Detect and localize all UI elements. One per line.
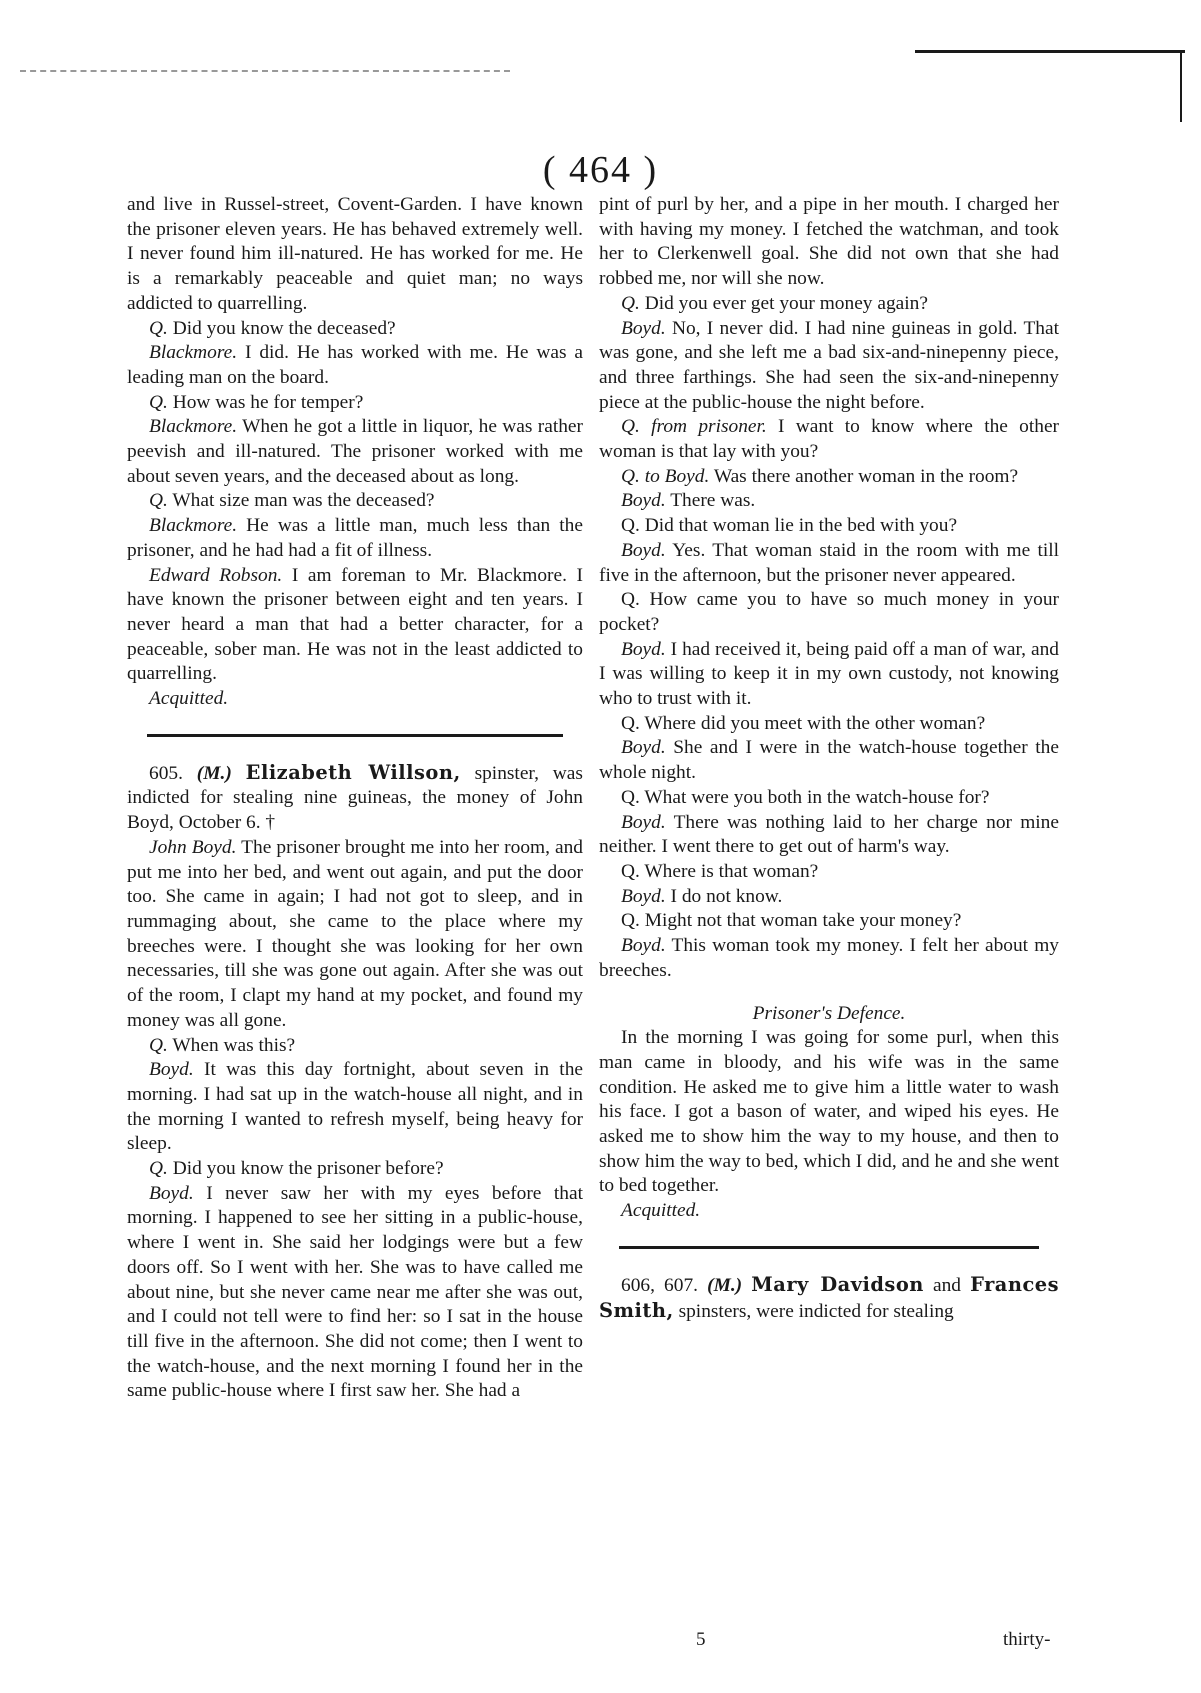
top-rule-corner: [1180, 52, 1182, 122]
dialogue-text: Was there another woman in the room?: [709, 465, 1019, 487]
speaker-label: Q.: [149, 1034, 168, 1056]
case-number: 605.: [149, 762, 183, 784]
dialogue-text: When was this?: [167, 1034, 296, 1056]
speaker-label: Boyd.: [621, 638, 666, 660]
dialogue-text: Where is that woman?: [639, 860, 819, 882]
dialogue-paragraph: [127, 514, 583, 563]
court-mark: (M.): [707, 1274, 743, 1296]
dialogue-paragraph: [127, 1034, 583, 1059]
speaker-label: Boyd.: [621, 490, 666, 512]
speaker-label: Boyd.: [149, 1059, 194, 1081]
case-divider: [619, 1246, 1039, 1249]
dialogue-text: He was a little man, much less than the prisoner, and he had had a fit of illness.: [127, 515, 583, 561]
speaker-label: Boyd.: [149, 1182, 194, 1204]
dialogue-text: Did that woman lie in the bed with you?: [639, 515, 958, 537]
speaker-label: Q.: [621, 860, 640, 882]
dialogue-text: She and I were in the watch-house together the whole night.: [599, 737, 1059, 784]
speaker-label: Q.: [621, 589, 640, 611]
right-column: [599, 193, 1059, 1324]
dialogue-paragraph: [599, 811, 1059, 860]
defendant-name: Frances Smith,: [599, 1272, 1060, 1322]
dialogue-text: How was he for temper?: [167, 391, 364, 413]
case-number: 606, 607.: [621, 1274, 698, 1296]
defence-heading: Prisoner's Defence.: [752, 1002, 906, 1024]
page-edge-margin: [1121, 0, 1201, 1693]
dialogue-paragraph: [599, 539, 1059, 588]
top-rule: [915, 50, 1185, 53]
dialogue-paragraph: [127, 415, 583, 489]
dialogue-paragraph: [127, 391, 583, 416]
speaker-label: John Boyd.: [149, 836, 237, 858]
dialogue-paragraph: [599, 465, 1059, 490]
speaker-label: Q.: [149, 391, 168, 413]
speaker-label: Q.: [621, 292, 640, 314]
speaker-label: Q.: [621, 786, 640, 808]
dialogue-paragraph: [599, 317, 1059, 416]
speaker-label: Blackmore.: [149, 515, 238, 537]
speaker-label: Q.: [149, 1158, 168, 1180]
dialogue-paragraph: [127, 836, 583, 1034]
speaker-label: Boyd.: [621, 317, 666, 339]
speaker-label: Boyd.: [621, 885, 666, 907]
dialogue-text: I am foreman to Mr. Blackmore. I have known the prisoner between eight and ten years. I never heard a man that had a better character, for a peaceable, sober man. He was not in the least addicted to quarrelling.: [127, 564, 583, 685]
dialogue-text: Did you know the deceased?: [167, 317, 396, 339]
dialogue-paragraph: [599, 736, 1059, 785]
court-mark: (M.): [196, 762, 232, 784]
defendant-name: Elizabeth Willson,: [245, 760, 461, 784]
dialogue-paragraph: [599, 712, 1059, 737]
dialogue-text: No, I never did. I had nine guineas in gold. That was gone, and she left me a bad six-and-ninepenny piece, and three farthings. She had seen the six-and-ninepenny piece at the public-house the night before.: [599, 317, 1059, 413]
speaker-label: Boyd.: [621, 935, 666, 957]
signature-mark: 5: [696, 1629, 706, 1650]
speaker-label: Boyd.: [621, 737, 666, 759]
conjunction: and: [933, 1274, 961, 1296]
dialogue-paragraph: [599, 934, 1059, 983]
speaker-label: Q. to Boyd.: [621, 465, 710, 487]
dialogue-paragraph: [127, 489, 583, 514]
speaker-label: Q.: [621, 910, 640, 932]
dialogue-text: I did. He has worked with me. He was a leading man on the board.: [127, 342, 583, 388]
dialogue-text: What were you both in the watch-house for?: [639, 786, 990, 808]
case-divider: [147, 734, 563, 737]
dialogue-text: Did you ever get your money again?: [639, 292, 928, 314]
dialogue-text: I never saw her with my eyes before that morning. I happened to see her sitting in a public-house, where I went in. She said her lodgings were but a few doors off. So I went with her. She was to have called me about nine, but she never came near me after she was out, and I could not tell were to find her: so I sat in the house till five in the afternoon. She did not come; then I went to the watch-house, and the next morning I found her in the same public-house where I first saw her. She had a: [127, 1182, 583, 1402]
speaker-label: Edward Robson.: [149, 564, 283, 586]
speaker-label: Blackmore.: [149, 416, 238, 438]
top-dashed-mark: [20, 70, 510, 72]
speaker-label: Boyd.: [621, 811, 666, 833]
dialogue-paragraph: [599, 860, 1059, 885]
speaker-label: Q.: [149, 317, 168, 339]
testimony-block: [127, 193, 583, 712]
dialogue-paragraph: [599, 588, 1059, 637]
dialogue-paragraph: [599, 909, 1059, 934]
dialogue-text: Where did you meet with the other woman?: [639, 712, 986, 734]
dialogue-text: There was.: [665, 490, 756, 512]
text-paragraph: and live in Russel-street, Covent-Garden. I have known the prisoner eleven years. He has behaved extremely well. I never found him ill-natured. He has worked for me. He is a remarkably peaceable and quiet man; no ways addicted to quarrelling.: [127, 194, 583, 314]
dialogue-text: Yes. That woman staid in the room with me till five in the afternoon, but the prisoner never appeared.: [599, 539, 1059, 586]
left-column: [127, 193, 583, 1404]
dialogue-text: I had received it, being paid off a man of war, and I was willing to keep it in my own custody, not knowing who to trust with it.: [599, 638, 1059, 710]
dialogue-text: Did you know the prisoner before?: [167, 1158, 444, 1180]
dialogue-text: Might not that woman take your money?: [639, 910, 962, 932]
speaker-label: Q.: [149, 490, 168, 512]
verdict: Acquitted.: [149, 688, 229, 710]
dialogue-text: How came you to have so much money in your pocket?: [599, 589, 1059, 635]
defendant-name: Mary Davidson: [751, 1272, 924, 1296]
dialogue-paragraph: [599, 415, 1059, 464]
dialogue-paragraph: [127, 1058, 583, 1157]
dialogue-paragraph: [127, 317, 583, 342]
indictment-text: spinsters, were indicted for stealing: [678, 1300, 954, 1322]
case-heading-606: [599, 1273, 1059, 1324]
dialogue-paragraph: [599, 489, 1059, 514]
dialogue-paragraph: [127, 1157, 583, 1182]
speaker-label: Q.: [621, 515, 640, 537]
dialogue-text: What size man was the deceased?: [167, 490, 435, 512]
dialogue-paragraph: [599, 885, 1059, 910]
dialogue-text: The prisoner brought me into her room, and put me into her bed, and went out again, and put the door too. She came in again; I had not got to sleep, and in rummaging about, she came to the place where my breeches were. I thought she was looking for her own necessaries, till she was gone out again. After she was out of the room, I clapt my hand at my pocket, and found my money was all gone.: [127, 836, 584, 1031]
dialogue-text: I do not know.: [665, 885, 783, 907]
dialogue-paragraph: [127, 1182, 583, 1404]
dialogue-paragraph: [599, 638, 1059, 712]
dialogue-paragraph: [599, 514, 1059, 539]
defence-text: In the morning I was going for some purl, when this man came in bloody, and his wife was in the same condition. He asked me to give him a little water to wash his face. I got a bason of water, and wiped his eyes. He asked me to show him the way to my house, and then to show him the way to bed, which I did, and he and she went to bed together.: [599, 1027, 1059, 1197]
testimony-block: [599, 193, 1059, 984]
speaker-label: Blackmore.: [149, 342, 238, 364]
verdict: Acquitted.: [621, 1200, 701, 1222]
speaker-label: Q.: [621, 712, 640, 734]
dialogue-text: I want to know where the other woman is that lay with you?: [599, 416, 1060, 463]
dialogue-paragraph: [599, 292, 1059, 317]
dialogue-text: When he got a little in liquor, he was rather peevish and ill-natured. The prisoner worked with me about seven years, and the deceased about as long.: [127, 416, 583, 487]
indictment-text: spinster, was indicted for stealing nine guineas, the money of John Boyd, October 6. †: [127, 762, 583, 834]
speaker-label: Boyd.: [621, 539, 666, 561]
dialogue-paragraph: [127, 341, 583, 390]
page-number: ( 464 ): [542, 149, 659, 191]
catchword: thirty-: [1003, 1629, 1051, 1650]
testimony-block: [127, 836, 583, 1404]
speaker-label: Q. from prisoner.: [621, 416, 767, 438]
dialogue-text: It was this day fortnight, about seven in the morning. I had sat up in the watch-house all night, and in the morning I wanted to refresh myself, being heavy for sleep.: [127, 1059, 583, 1155]
case-heading-605: [127, 761, 583, 836]
dialogue-text: This woman took my money. I felt her about my breeches.: [599, 935, 1059, 981]
text-paragraph: pint of purl by her, and a pipe in her mouth. I charged her with having my money. I fetched the watchman, and took her to Clerkenwell goal. She did not own that she had robbed me, nor will she now.: [599, 194, 1059, 290]
dialogue-paragraph: [599, 786, 1059, 811]
dialogue-paragraph: [127, 564, 583, 688]
dialogue-text: There was nothing laid to her charge nor mine neither. I went there to get out of harm's way.: [599, 811, 1059, 858]
